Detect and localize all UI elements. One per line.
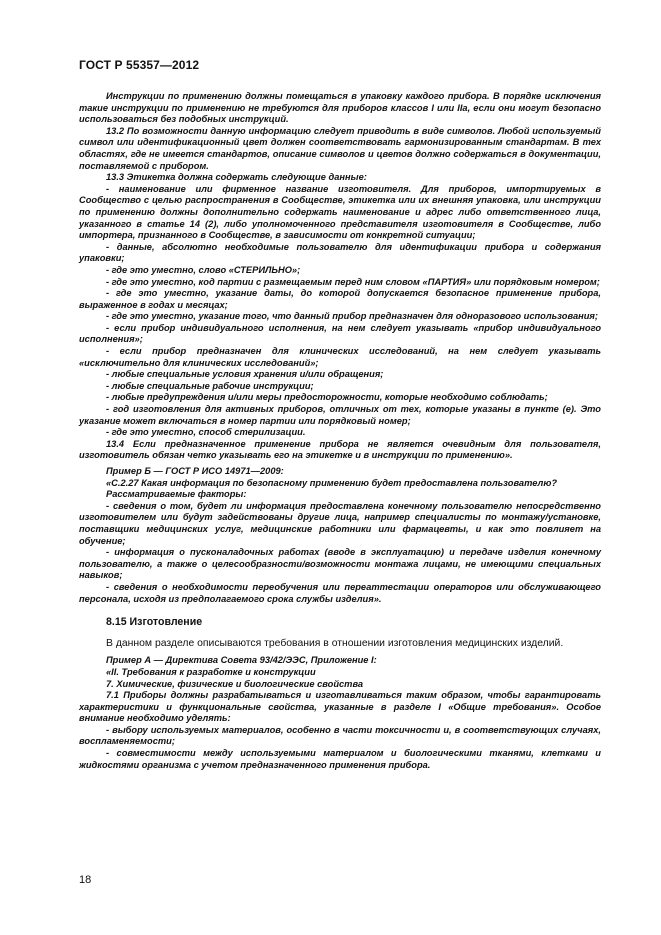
list-item: - сведения о необходимости переобучения или переаттестации операторов или обслуживающего персонала, исходя из предполагаемого срока службы изделия». [79, 581, 601, 604]
list-item: - наименование или фирменное название изготовителя. Для приборов, импортируемых в Сообщество с целью распространения в Сообществе, этикетка или их внешняя упаковка, или инструкции по применению должны дополнительно содержать наименование и адрес либо ответственного лица, указанного в статье 14 (2), либо уполномоченного представителя изготовителя в Сообществе, либо импортера, признанного в Сообществе, в зависимости от конкретной ситуации; [79, 183, 601, 241]
paragraph: 7.1 Приборы должны разрабатываться и изготавливаться таким образом, чтобы гарантировать характеристики и функциональные свойства, указанные в разделе I «Общие требования». Особое внимание необходимо уделять: [79, 690, 601, 724]
paragraph: Рассматриваемые факторы: [106, 489, 247, 500]
list-item: - сведения о том, будет ли информация предоставлена конечному пользователю непосредственно изготовителем или будут задействованы другие лица, например специалисты по монтажу/установке, поставщики медицинских услуг, медицинские работники или фармацевты, и как это повлияет на обучение; [79, 500, 601, 546]
list-item: - данные, абсолютно необходимые пользователю для идентификации прибора и содержания упаковки; [79, 241, 601, 264]
paragraph: 13.2 По возможности данную информацию следует приводить в виде символов. Любой используемый символ или идентификационный цвет должен соответствовать гармонизированным стандартам. В тех областях, где не имеется стандартов, описание символов и цветов должно содержаться в документации, поставляемой с прибором. [79, 125, 601, 171]
directive-text-block [79, 91, 601, 462]
paragraph: Инструкции по применению должны помещаться в упаковку каждого прибора. В порядке исключения такие инструкции по применению не требуются для приборов классов I или IIa, если они могут безопасно использоваться без подобных инструкций. [79, 91, 601, 125]
list-item: - если прибор предназначен для клинических исследований, на нем следует указывать «исключительно для клинических исследований»; [79, 346, 601, 368]
list-item: - любые предупреждения и/или меры предосторожности, которые необходимо соблюдать; [106, 392, 548, 403]
paragraph: «II. Требования к разработке и конструкции [106, 666, 316, 677]
document-body [79, 91, 601, 771]
paragraph: «С.2.27 Какая информация по безопасному применению будет предоставлена пользователю? [106, 477, 558, 488]
list-item: - где это уместно, код партии с размещаемым перед ним словом «ПАРТИЯ» или порядковым номером; [106, 276, 600, 287]
page-number: 18 [79, 874, 92, 886]
paragraph: 13.4 Если предназначенное применение прибора не является очевидным для пользователя, изготовитель обязан четко указывать его на этикетке и в инструкции по применению». [79, 438, 601, 461]
list-item: - год изготовления для активных приборов, отличных от тех, которые указаны в пункте (е). Это указание может включаться в номер партии или порядковый номер; [79, 404, 601, 426]
document-header: ГОСТ Р 55357—2012 [79, 58, 200, 72]
list-item: - где это уместно, указание того, что данный прибор предназначен для одноразового использования; [106, 311, 598, 322]
list-item: - где это уместно, указание даты, до которой допускается безопасное применение прибора, выраженное в годах и месяцах; [79, 288, 601, 310]
list-item: - где это уместно, слово «СТЕРИЛЬНО»; [106, 264, 301, 275]
example-label: Пример Б — ГОСТ Р ИСО 14971—2009: [106, 466, 284, 476]
section-intro: В данном разделе описываются требования в отношении изготовления медицинских изделий. [106, 637, 564, 649]
paragraph: 13.3 Этикетка должна содержать следующие данные: [106, 172, 367, 183]
example-label: Пример А — Директива Совета 93/42/ЭЭС, Приложение I: [106, 655, 377, 666]
list-item: - где это уместно, способ стерилизации. [106, 427, 306, 438]
paragraph: 7. Химические, физические и биологические свойства [106, 678, 364, 689]
example-b-block [79, 466, 601, 605]
example-a-block [79, 655, 601, 771]
list-item: - любые специальные рабочие инструкции; [106, 380, 314, 391]
list-item: - если прибор индивидуального исполнения, на нем следует указывать «прибор индивидуального исполнения»; [79, 322, 601, 345]
list-item: - выбору используемых материалов, особенно в части токсичности и, в соответствующих случаях, воспламеняемости; [79, 724, 601, 747]
list-item: - совместимости между используемыми материалом и биологическими тканями, клетками и жидкостями организма с учетом предназначенного применения прибора. [79, 748, 601, 770]
list-item: - любые специальные условия хранения и/или обращения; [106, 369, 384, 380]
list-item: - информация о пусконаладочных работах (вводе в эксплуатацию) и передаче изделия конечному пользователю, а также о целесообразности/возможности монтажа лицами, не имеющими специальных навыков; [79, 547, 601, 581]
section-title: 8.15 Изготовление [106, 616, 203, 629]
